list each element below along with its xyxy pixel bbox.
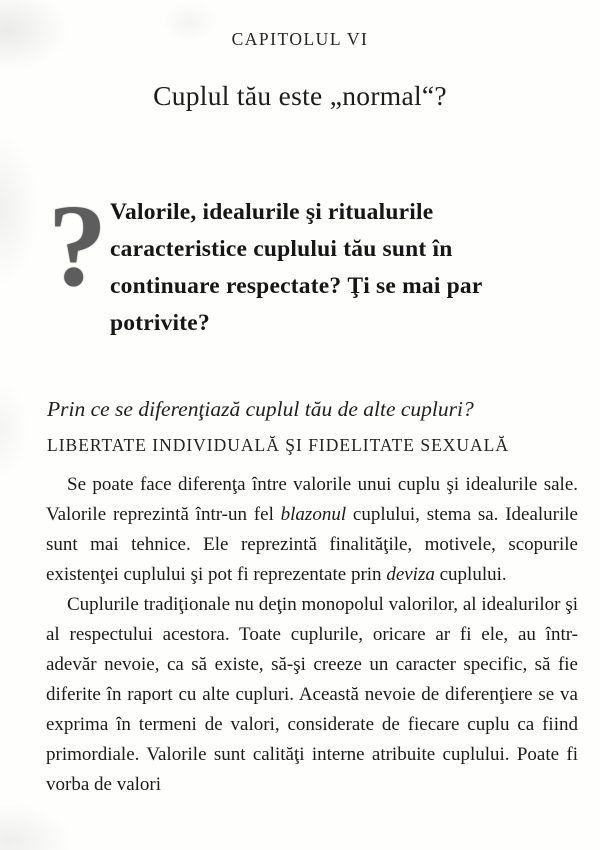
italic-term-blazonul: blazonul (280, 504, 347, 525)
paragraph-1-text: cuplului. (434, 564, 507, 585)
question-mark-glyph: ? (48, 180, 108, 311)
paragraph-1-text: cuplului, stema sa. Idealurile sunt mai tehnice. Ele reprezintă finalităţile, motivele, scopurile existenţei cuplului şi pot fi reprezentate prin (46, 504, 578, 585)
paragraph-1 (46, 470, 578, 590)
paragraph-1-text: Se poate face diferenţa între valorile unui cuplu şi idealurile sale. Valorile reprezintă într-un fel (46, 474, 578, 525)
body-text (46, 470, 578, 800)
page-title: Cuplul tău este „normal“? (153, 80, 447, 111)
chapter-heading: CAPITOLUL VI (231, 29, 369, 49)
section-subheading-caps: LIBERTATE INDIVIDUALĂ ŞI FIDELITATE SEXUALĂ (47, 435, 510, 455)
paragraph-2: Cuplurile tradiţionale nu deţin monopolul valorilor, al idealurilor şi al respectului acestora. Toate cuplurile, oricare ar fi ele, au într-adevăr nevoie, ca să existe, să-şi creeze un caracter specific, să fie diferite în raport cu alte cupluri. Această nevoie de diferenţiere se va exprima în termeni de valori, considerate de fiecare cuplu ca fiind primordiale. Valorile sunt calităţi interne atribuite cuplului. Poate fi vorba de valori (46, 594, 578, 795)
question-block (48, 180, 525, 342)
question-text: Valorile, idealurile şi ritualurile caracteristice cuplului tău sunt în continuare respectate? Ţi se mai par potrivite? (110, 199, 483, 336)
italic-term-deviza: deviza (386, 564, 435, 585)
section-subheading-italic: Prin ce se diferenţiază cuplul tău de alte cupluri? (47, 397, 474, 421)
